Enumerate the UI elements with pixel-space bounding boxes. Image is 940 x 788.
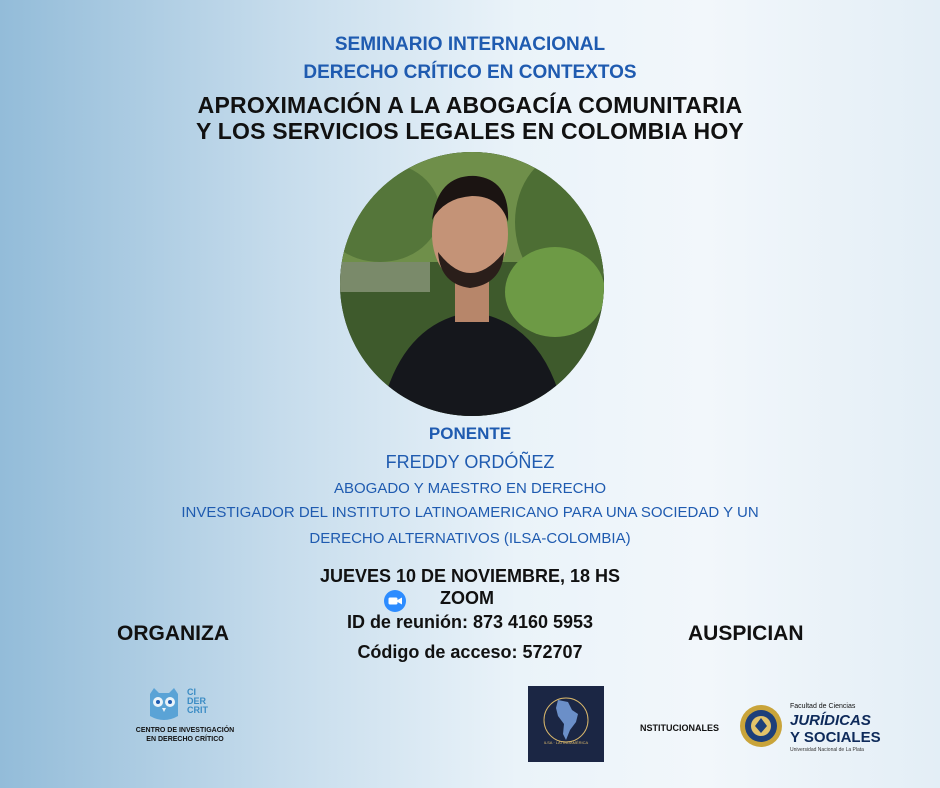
cider-name: CENTRO DE INVESTIGACIÓN EN DERECHO CRÍTICO xyxy=(135,727,235,743)
speaker-name: FREDDY ORDÓÑEZ xyxy=(385,452,555,472)
fcjs-title-line1: JURÍDICAS xyxy=(790,712,871,729)
university-seal-icon xyxy=(738,700,784,752)
fcjs-logo xyxy=(738,700,908,755)
latin-america-map-icon xyxy=(528,686,604,762)
speaker-role-line2: INVESTIGADOR DEL INSTITUTO LATINOAMERICANO PARA UNA SOCIEDAD Y UN xyxy=(181,504,759,521)
event-date: JUEVES 10 DE NOVIEMBRE, 18 HS xyxy=(319,566,621,586)
fcjs-faculty-label: Facultad de Ciencias xyxy=(790,703,856,710)
cider-logo xyxy=(130,686,240,748)
meeting-id: ID de reunión: 873 4160 5953 xyxy=(346,612,594,632)
seminar-label: SEMINARIO INTERNACIONAL xyxy=(334,34,606,55)
platform-label: ZOOM xyxy=(440,588,494,608)
speaker-heading: PONENTE xyxy=(428,424,512,443)
access-code: Código de acceso: 572707 xyxy=(357,642,583,662)
speaker-role-line3: DERECHO ALTERNATIVOS (ILSA-COLOMBIA) xyxy=(309,530,631,547)
talk-title-line1: APROXIMACIÓN A LA ABOGACÍA COMUNITARIA xyxy=(197,92,743,118)
speaker-photo xyxy=(340,152,604,416)
institucionales-label: NSTITUCIONALES xyxy=(640,723,720,733)
auspician-label: AUSPICIAN xyxy=(688,622,804,645)
speaker-role-line1: ABOGADO Y MAESTRO EN DERECHO xyxy=(334,480,606,497)
fcjs-university: Universidad Nacional de La Plata xyxy=(790,747,864,753)
fcjs-title-line2: Y SOCIALES xyxy=(790,729,881,746)
ilsa-logo xyxy=(528,686,604,762)
zoom-camera-icon xyxy=(384,590,406,612)
ilsa-caption: ILSA · LATINOAMÉRICA xyxy=(543,740,589,745)
organiza-label: ORGANIZA xyxy=(117,622,229,645)
cider-abbreviation: CI DER CRIT xyxy=(187,687,208,715)
zoom-row xyxy=(384,588,584,610)
seminar-subtitle: DERECHO CRÍTICO EN CONTEXTOS xyxy=(303,62,637,83)
owl-icon xyxy=(144,686,184,724)
talk-title-line2: Y LOS SERVICIOS LEGALES EN COLOMBIA HOY xyxy=(196,118,744,144)
